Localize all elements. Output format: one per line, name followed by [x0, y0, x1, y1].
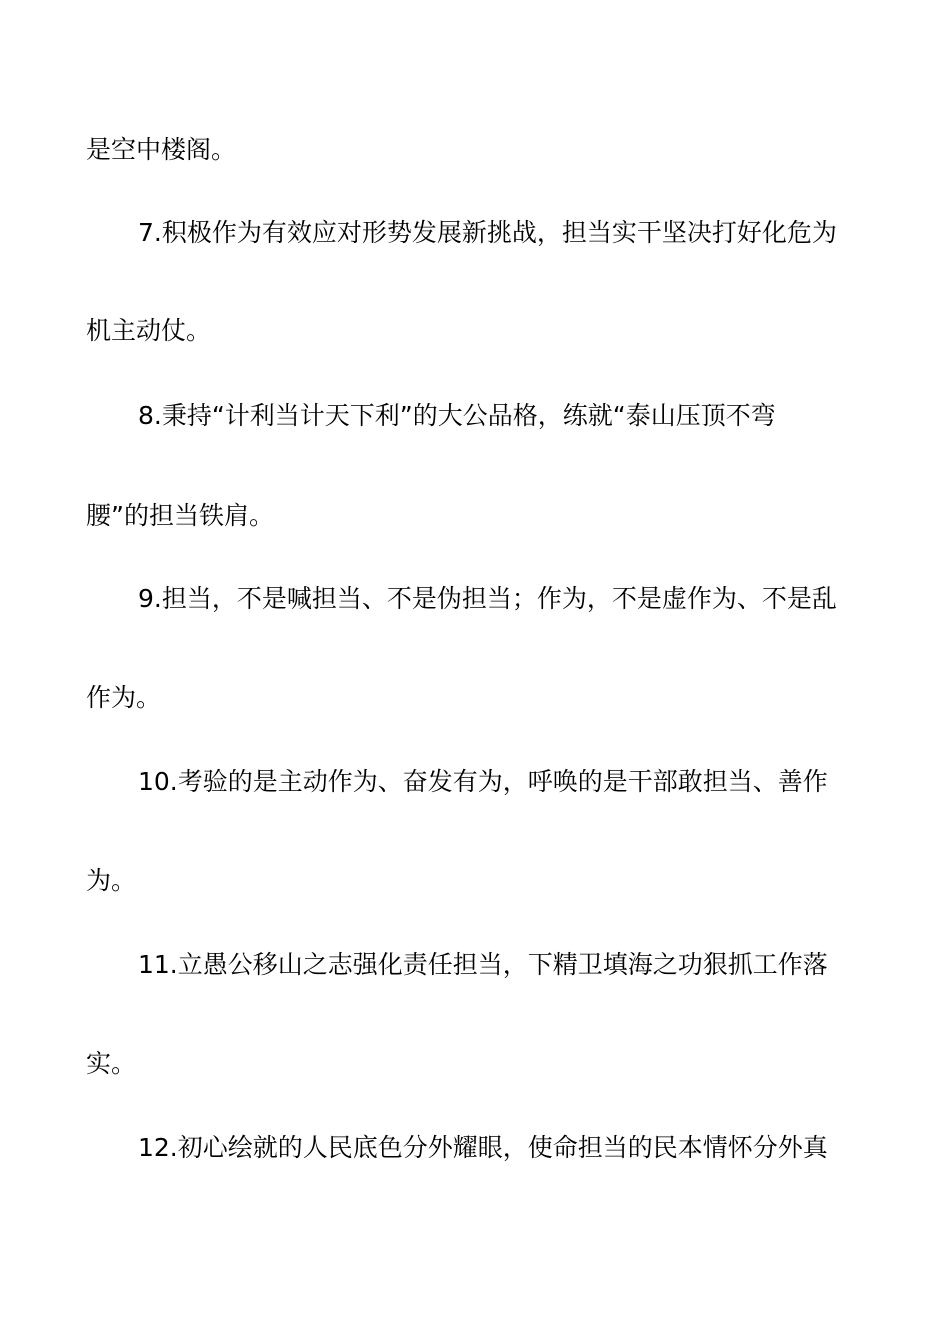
- text-line-continuation: 是空中楼阁。: [86, 135, 237, 164]
- item-8-line-2: 腰”的担当铁肩。: [86, 501, 274, 530]
- item-11-line-1: 11.立愚公移山之志强化责任担当，下精卫填海之功狠抓工作落: [138, 950, 828, 979]
- item-10-line-1: 10.考验的是主动作为、奋发有为，呼唤的是干部敢担当、善作: [138, 767, 828, 796]
- item-8-line-1: 8.秉持“计利当计天下利”的大公品格，练就“泰山压顶不弯: [138, 401, 776, 430]
- item-7-line-1: 7.积极作为有效应对形势发展新挑战，担当实干坚决打好化危为: [138, 218, 837, 247]
- item-12-line-1: 12.初心绘就的人民底色分外耀眼，使命担当的民本情怀分外真: [138, 1133, 828, 1162]
- item-9-line-2: 作为。: [86, 683, 162, 712]
- item-10-line-2: 为。: [86, 866, 137, 895]
- item-9-line-1: 9.担当，不是喊担当、不是伪担当；作为，不是虚作为、不是乱: [138, 584, 837, 613]
- item-7-line-2: 机主动仗。: [86, 316, 212, 345]
- item-11-line-2: 实。: [86, 1049, 137, 1078]
